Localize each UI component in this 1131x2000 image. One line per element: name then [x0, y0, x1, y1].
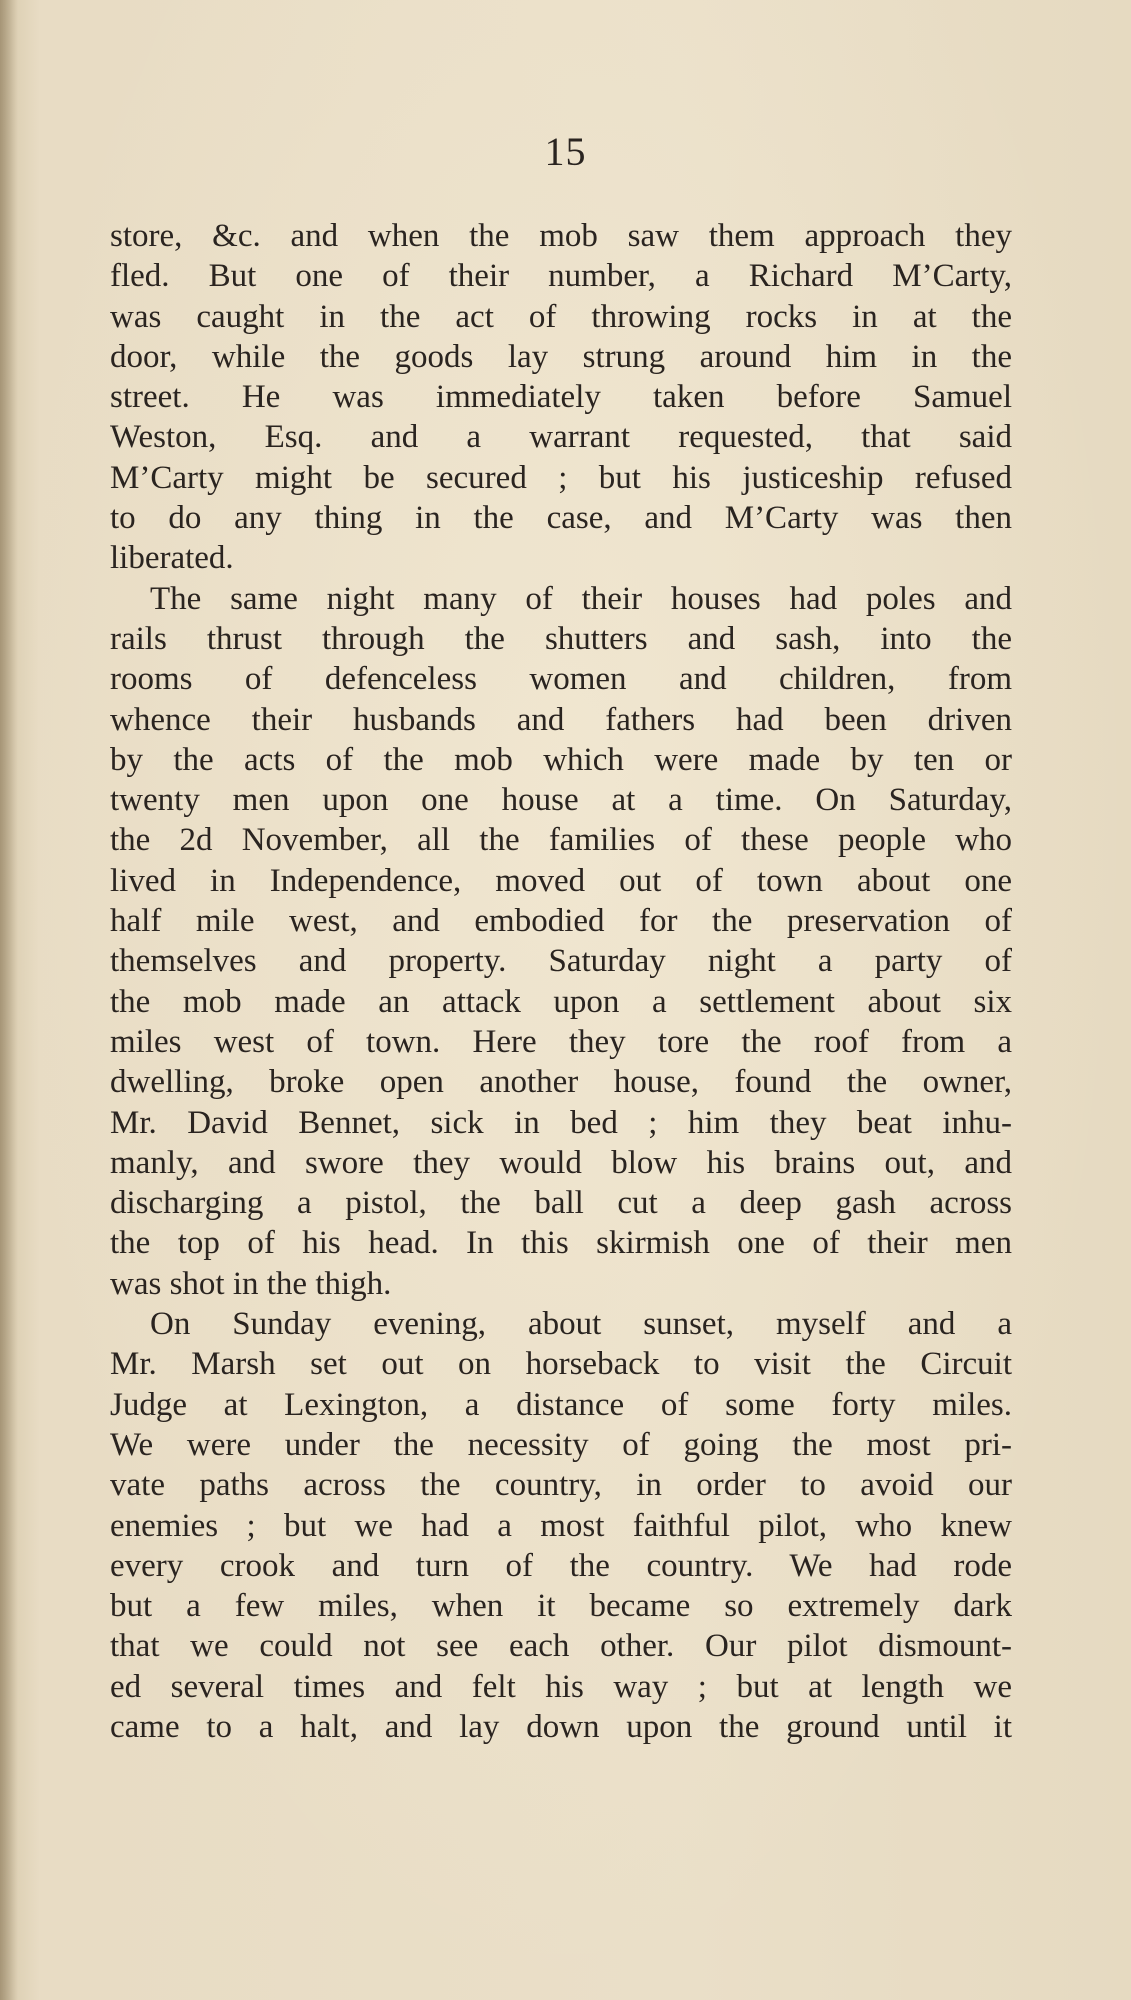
text-line: that we could not see each other. Our pilot dismount- — [110, 1628, 1012, 1665]
text-line: ed several times and felt his way ; but at length we — [110, 1668, 1012, 1705]
text-line: was caught in the act of throwing rocks in at the — [110, 298, 1012, 335]
body-text — [110, 216, 1012, 1747]
text-line: was shot in the thigh. — [110, 1265, 392, 1302]
text-line: rooms of defenceless women and children, from — [110, 661, 1012, 698]
text-line: M’Carty might be secured ; but his justiceship refused — [110, 459, 1012, 496]
paragraph-1 — [110, 216, 1012, 579]
text-line: the top of his head. In this skirmish one of their men — [110, 1225, 1012, 1262]
text-line: rails thrust through the shutters and sash, into the — [110, 620, 1012, 657]
text-line: by the acts of the mob which were made by ten or — [110, 741, 1012, 778]
text-line: dwelling, broke open another house, found the owner, — [110, 1064, 1012, 1101]
text-line: liberated. — [110, 540, 234, 577]
text-line: On Sunday evening, about sunset, myself and a — [150, 1306, 1012, 1343]
text-line: came to a halt, and lay down upon the ground until it — [110, 1708, 1012, 1745]
text-line: whence their husbands and fathers had been driven — [110, 701, 1012, 738]
text-line: but a few miles, when it became so extremely dark — [110, 1588, 1012, 1625]
text-line: vate paths across the country, in order to avoid our — [110, 1467, 1012, 1504]
text-line: door, while the goods lay strung around him in the — [110, 338, 1012, 375]
text-line: lived in Independence, moved out of town about one — [110, 862, 1012, 899]
text-line: Mr. Marsh set out on horseback to visit the Circuit — [110, 1346, 1012, 1383]
page-number: 15 — [544, 129, 587, 174]
text-line: store, &c. and when the mob saw them approach they — [110, 218, 1012, 254]
text-line: half mile west, and embodied for the preservation of — [110, 903, 1012, 940]
binding-gutter-shadow — [0, 0, 18, 2000]
text-line: the mob made an attack upon a settlement about six — [110, 983, 1012, 1020]
text-line: the 2d November, all the families of these people who — [110, 822, 1012, 859]
text-line: fled. But one of their number, a Richard M’Carty, — [110, 258, 1012, 295]
text-line: manly, and swore they would blow his brains out, and — [110, 1144, 1012, 1181]
text-line: Weston, Esq. and a warrant requested, that said — [110, 419, 1012, 456]
text-line: themselves and property. Saturday night a party of — [110, 943, 1012, 980]
text-line: every crook and turn of the country. We had rode — [110, 1547, 1012, 1584]
text-line: miles west of town. Here they tore the roof from a — [110, 1023, 1012, 1060]
paragraph-3 — [110, 1304, 1012, 1747]
text-line: Mr. David Bennet, sick in bed ; him they beat inhu- — [110, 1104, 1012, 1141]
text-line: to do any thing in the case, and M’Carty was then — [110, 500, 1012, 537]
text-line: discharging a pistol, the ball cut a deep gash across — [110, 1185, 1012, 1222]
text-line: We were under the necessity of going the most pri- — [110, 1426, 1012, 1463]
text-line: twenty men upon one house at a time. On Saturday, — [110, 782, 1012, 819]
text-line: Judge at Lexington, a distance of some forty miles. — [110, 1386, 1012, 1423]
text-line: enemies ; but we had a most faithful pilot, who knew — [110, 1507, 1012, 1544]
text-line: street. He was immediately taken before Samuel — [110, 379, 1012, 416]
paragraph-2 — [110, 579, 1012, 1304]
text-line: The same night many of their houses had poles and — [150, 580, 1012, 617]
